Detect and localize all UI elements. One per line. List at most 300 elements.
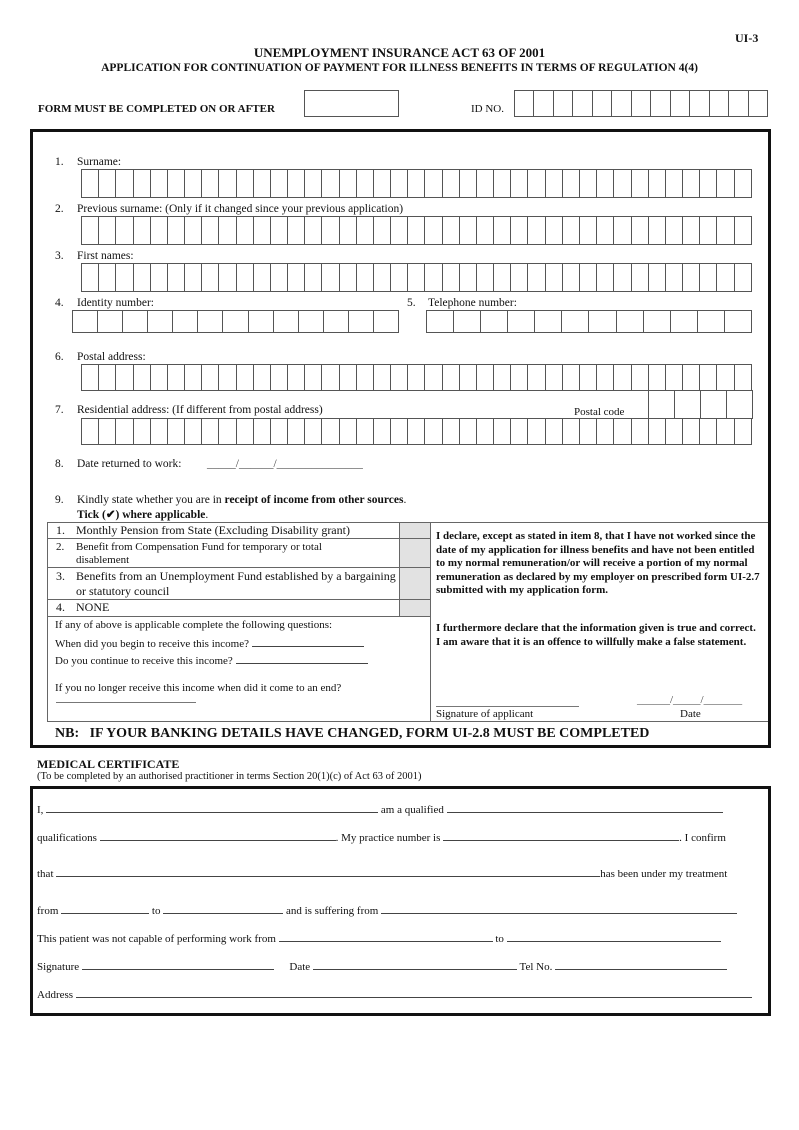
qualifications-field[interactable] <box>100 830 336 841</box>
character-box[interactable] <box>683 419 700 444</box>
character-box[interactable] <box>614 170 631 197</box>
character-box[interactable] <box>340 264 357 291</box>
character-box[interactable] <box>223 311 248 332</box>
income-option <box>47 568 430 599</box>
practitioner-signature-field[interactable] <box>82 959 274 970</box>
character-box[interactable] <box>649 365 666 390</box>
character-box[interactable] <box>322 217 339 244</box>
character-box[interactable] <box>82 170 99 197</box>
character-box[interactable] <box>185 264 202 291</box>
character-box[interactable] <box>168 365 185 390</box>
character-box[interactable] <box>477 217 494 244</box>
character-box[interactable] <box>671 311 698 332</box>
character-box[interactable] <box>82 419 99 444</box>
character-box[interactable] <box>254 419 271 444</box>
first-names-field[interactable] <box>81 263 752 292</box>
character-box[interactable] <box>288 365 305 390</box>
character-box[interactable] <box>717 365 734 390</box>
previous-surname-field[interactable] <box>81 216 752 245</box>
character-box[interactable] <box>237 365 254 390</box>
treatment-to-field[interactable] <box>163 903 283 914</box>
character-box[interactable] <box>237 217 254 244</box>
date-returned-field[interactable]: _____/______/_______________ <box>207 458 363 470</box>
character-box[interactable] <box>580 170 597 197</box>
character-box[interactable] <box>168 170 185 197</box>
character-box[interactable] <box>589 311 616 332</box>
character-box[interactable] <box>116 217 133 244</box>
character-box[interactable] <box>597 419 614 444</box>
character-box[interactable] <box>254 217 271 244</box>
character-box[interactable] <box>554 91 573 116</box>
character-box[interactable] <box>563 419 580 444</box>
medical-subtitle: (To be completed by an authorised practitioner in terms Section 20(1)(c) of Act 63 of 2001) <box>37 771 422 782</box>
character-box[interactable] <box>494 419 511 444</box>
character-box[interactable] <box>391 365 408 390</box>
character-box[interactable] <box>717 264 734 291</box>
character-box[interactable] <box>481 311 508 332</box>
character-box[interactable] <box>99 419 116 444</box>
character-box[interactable] <box>701 391 727 418</box>
character-box[interactable] <box>374 419 391 444</box>
identity-number-field[interactable] <box>72 310 399 333</box>
character-box[interactable] <box>528 170 545 197</box>
character-box[interactable] <box>305 419 322 444</box>
completed-after-label: FORM MUST BE COMPLETED ON OR AFTER <box>38 103 275 115</box>
character-box[interactable] <box>666 170 683 197</box>
character-box[interactable] <box>271 217 288 244</box>
character-box[interactable] <box>134 365 151 390</box>
character-box[interactable] <box>494 264 511 291</box>
character-box[interactable] <box>134 217 151 244</box>
character-box[interactable] <box>219 419 236 444</box>
character-box[interactable] <box>151 217 168 244</box>
character-box[interactable] <box>425 264 442 291</box>
character-box[interactable] <box>580 419 597 444</box>
tel-no-field[interactable] <box>555 959 727 970</box>
character-box[interactable] <box>562 311 589 332</box>
character-box[interactable] <box>698 311 725 332</box>
character-box[interactable] <box>357 170 374 197</box>
character-box[interactable] <box>99 217 116 244</box>
character-box[interactable] <box>322 264 339 291</box>
practitioner-profession-field[interactable] <box>447 802 723 813</box>
character-box[interactable] <box>391 264 408 291</box>
character-box[interactable] <box>617 311 644 332</box>
practitioner-signature-label: Signature <box>37 961 80 973</box>
character-box[interactable] <box>700 170 717 197</box>
character-box[interactable] <box>148 311 173 332</box>
id-no-label: ID NO. <box>471 103 504 115</box>
income-begin-field[interactable] <box>252 636 364 647</box>
character-box[interactable] <box>202 419 219 444</box>
character-box[interactable] <box>288 264 305 291</box>
character-box[interactable] <box>116 170 133 197</box>
character-box[interactable] <box>683 264 700 291</box>
applicant-signature-field[interactable] <box>436 706 579 707</box>
confirm-label: . I confirm <box>679 832 726 844</box>
character-box[interactable] <box>237 264 254 291</box>
character-box[interactable] <box>632 170 649 197</box>
character-box[interactable] <box>408 365 425 390</box>
character-box[interactable] <box>632 217 649 244</box>
character-box[interactable] <box>700 419 717 444</box>
character-box[interactable] <box>666 264 683 291</box>
character-box[interactable] <box>408 170 425 197</box>
character-box[interactable] <box>288 419 305 444</box>
character-box[interactable] <box>563 264 580 291</box>
character-box[interactable] <box>597 217 614 244</box>
character-box[interactable] <box>271 419 288 444</box>
address-label: Address <box>37 989 74 1001</box>
option-label: Benefits from an Unemployment Fund established by a bargaining or statutory council <box>76 569 396 598</box>
character-box[interactable] <box>563 217 580 244</box>
character-box[interactable] <box>460 419 477 444</box>
character-box[interactable] <box>198 311 223 332</box>
character-box[interactable] <box>374 264 391 291</box>
surname-field[interactable] <box>81 169 752 198</box>
table-bottom-border <box>47 721 768 722</box>
option-number: 2. <box>56 541 65 553</box>
character-box[interactable] <box>340 170 357 197</box>
character-box[interactable] <box>528 264 545 291</box>
character-box[interactable] <box>98 311 123 332</box>
character-box[interactable] <box>683 365 700 390</box>
option-tick-box[interactable] <box>399 600 430 616</box>
character-box[interactable] <box>632 264 649 291</box>
character-box[interactable] <box>535 311 562 332</box>
character-box[interactable] <box>727 391 752 418</box>
character-box[interactable] <box>477 264 494 291</box>
character-box[interactable] <box>735 170 751 197</box>
character-box[interactable] <box>649 170 666 197</box>
character-box[interactable] <box>202 365 219 390</box>
character-box[interactable] <box>580 217 597 244</box>
character-box[interactable] <box>597 264 614 291</box>
character-box[interactable] <box>151 365 168 390</box>
character-box[interactable] <box>99 264 116 291</box>
character-box[interactable] <box>443 264 460 291</box>
character-box[interactable] <box>710 91 729 116</box>
character-box[interactable] <box>443 419 460 444</box>
that-label: that <box>37 868 54 880</box>
option-tick-box[interactable] <box>399 523 430 538</box>
character-box[interactable] <box>425 419 442 444</box>
character-box[interactable] <box>357 264 374 291</box>
character-box[interactable] <box>288 170 305 197</box>
character-box[interactable] <box>391 217 408 244</box>
character-box[interactable] <box>632 419 649 444</box>
option-tick-box[interactable] <box>399 568 430 599</box>
incapacity-from-field[interactable] <box>279 931 493 942</box>
character-box[interactable] <box>632 365 649 390</box>
character-box[interactable] <box>202 264 219 291</box>
character-box[interactable] <box>185 419 202 444</box>
character-box[interactable] <box>649 217 666 244</box>
character-box[interactable] <box>305 264 322 291</box>
character-box[interactable] <box>597 365 614 390</box>
character-box[interactable] <box>494 217 511 244</box>
character-box[interactable] <box>173 311 198 332</box>
income-continue-field[interactable] <box>236 653 368 664</box>
character-box[interactable] <box>425 170 442 197</box>
character-box[interactable] <box>454 311 481 332</box>
character-box[interactable] <box>614 419 631 444</box>
character-box[interactable] <box>427 311 454 332</box>
income-question-text: Kindly state whether you are in <box>77 494 225 506</box>
income-end-field[interactable] <box>56 702 196 703</box>
character-box[interactable] <box>735 365 751 390</box>
character-box[interactable] <box>185 365 202 390</box>
character-box[interactable] <box>477 419 494 444</box>
character-box[interactable] <box>340 365 357 390</box>
character-box[interactable] <box>671 91 690 116</box>
medical-title: MEDICAL CERTIFICATE <box>37 757 180 771</box>
character-box[interactable] <box>546 419 563 444</box>
character-box[interactable] <box>534 91 553 116</box>
character-box[interactable] <box>271 365 288 390</box>
character-box[interactable] <box>116 365 133 390</box>
character-box[interactable] <box>425 217 442 244</box>
character-box[interactable] <box>168 419 185 444</box>
character-box[interactable] <box>511 419 528 444</box>
field-number: 8. <box>55 458 64 470</box>
character-box[interactable] <box>735 264 751 291</box>
character-box[interactable] <box>700 264 717 291</box>
character-box[interactable] <box>460 217 477 244</box>
character-box[interactable] <box>735 217 751 244</box>
character-box[interactable] <box>477 365 494 390</box>
character-box[interactable] <box>717 170 734 197</box>
character-box[interactable] <box>219 170 236 197</box>
character-box[interactable] <box>632 91 651 116</box>
character-box[interactable] <box>494 365 511 390</box>
character-box[interactable] <box>185 170 202 197</box>
character-box[interactable] <box>675 391 701 418</box>
character-box[interactable] <box>340 419 357 444</box>
patient-name-field[interactable] <box>56 866 600 877</box>
character-box[interactable] <box>690 91 709 116</box>
character-box[interactable] <box>357 419 374 444</box>
character-box[interactable] <box>357 365 374 390</box>
character-box[interactable] <box>563 365 580 390</box>
character-box[interactable] <box>271 264 288 291</box>
character-box[interactable] <box>443 365 460 390</box>
character-box[interactable] <box>408 217 425 244</box>
character-box[interactable] <box>116 419 133 444</box>
character-box[interactable] <box>477 170 494 197</box>
character-box[interactable] <box>546 365 563 390</box>
character-box[interactable] <box>749 91 767 116</box>
medical-date-field[interactable] <box>313 959 517 970</box>
character-box[interactable] <box>357 217 374 244</box>
character-box[interactable] <box>237 419 254 444</box>
completed-after-date-field[interactable] <box>304 90 399 117</box>
id-no-field[interactable] <box>514 90 768 117</box>
qualified-label: am a qualified <box>380 804 444 816</box>
character-box[interactable] <box>73 311 98 332</box>
character-box[interactable] <box>666 365 683 390</box>
character-box[interactable] <box>116 264 133 291</box>
declaration-date-field[interactable]: ______/_____/_______ <box>637 694 743 706</box>
character-box[interactable] <box>374 217 391 244</box>
character-box[interactable] <box>123 311 148 332</box>
character-box[interactable] <box>134 264 151 291</box>
character-box[interactable] <box>219 365 236 390</box>
character-box[interactable] <box>649 419 666 444</box>
character-box[interactable] <box>729 91 748 116</box>
character-box[interactable] <box>305 217 322 244</box>
character-box[interactable] <box>82 365 99 390</box>
practice-number-field[interactable] <box>443 830 679 841</box>
character-box[interactable] <box>322 170 339 197</box>
incapacity-to-label: to <box>495 933 504 945</box>
character-box[interactable] <box>563 170 580 197</box>
residential-address-field[interactable] <box>81 418 752 445</box>
character-box[interactable] <box>508 311 535 332</box>
field-number: 6. <box>55 351 64 363</box>
character-box[interactable] <box>546 170 563 197</box>
character-box[interactable] <box>443 170 460 197</box>
character-box[interactable] <box>725 311 751 332</box>
character-box[interactable] <box>528 365 545 390</box>
followup-intro: If any of above is applicable complete the following questions: <box>55 619 333 631</box>
practitioner-address-field[interactable] <box>76 987 752 998</box>
character-box[interactable] <box>683 170 700 197</box>
medical-line-1 <box>37 802 723 816</box>
character-box[interactable] <box>274 311 299 332</box>
practitioner-label: I, <box>37 804 44 816</box>
character-box[interactable] <box>134 170 151 197</box>
character-box[interactable] <box>168 217 185 244</box>
character-box[interactable] <box>593 91 612 116</box>
character-box[interactable] <box>340 217 357 244</box>
character-box[interactable] <box>408 264 425 291</box>
character-box[interactable] <box>425 365 442 390</box>
character-box[interactable] <box>644 311 671 332</box>
character-box[interactable] <box>322 419 339 444</box>
character-box[interactable] <box>612 91 631 116</box>
character-box[interactable] <box>597 170 614 197</box>
character-box[interactable] <box>528 419 545 444</box>
character-box[interactable] <box>511 365 528 390</box>
character-box[interactable] <box>374 365 391 390</box>
character-box[interactable] <box>580 365 597 390</box>
practitioner-name-field[interactable] <box>46 802 378 813</box>
character-box[interactable] <box>374 311 398 332</box>
character-box[interactable] <box>151 170 168 197</box>
character-box[interactable] <box>237 170 254 197</box>
character-box[interactable] <box>82 264 99 291</box>
tick-instruction-end: . <box>205 509 209 521</box>
telephone-number-field[interactable] <box>426 310 752 333</box>
character-box[interactable] <box>546 217 563 244</box>
character-box[interactable] <box>494 170 511 197</box>
character-box[interactable] <box>511 170 528 197</box>
character-box[interactable] <box>546 264 563 291</box>
character-box[interactable] <box>202 170 219 197</box>
character-box[interactable] <box>717 217 734 244</box>
character-box[interactable] <box>573 91 592 116</box>
character-box[interactable] <box>288 217 305 244</box>
character-box[interactable] <box>443 217 460 244</box>
treatment-label: has been under my treatment <box>600 868 728 880</box>
character-box[interactable] <box>305 170 322 197</box>
medical-line-5 <box>37 931 721 945</box>
field-number: 4. <box>55 297 64 309</box>
character-box[interactable] <box>271 170 288 197</box>
character-box[interactable] <box>460 170 477 197</box>
income-option <box>47 539 430 567</box>
field-number: 2. <box>55 203 64 215</box>
character-box[interactable] <box>700 217 717 244</box>
character-box[interactable] <box>254 264 271 291</box>
character-box[interactable] <box>614 217 631 244</box>
character-box[interactable] <box>511 217 528 244</box>
character-box[interactable] <box>666 419 683 444</box>
character-box[interactable] <box>700 365 717 390</box>
option-tick-box[interactable] <box>399 539 430 567</box>
character-box[interactable] <box>528 217 545 244</box>
character-box[interactable] <box>391 170 408 197</box>
character-box[interactable] <box>614 365 631 390</box>
diagnosis-field[interactable] <box>381 903 737 914</box>
character-box[interactable] <box>99 170 116 197</box>
character-box[interactable] <box>717 419 734 444</box>
character-box[interactable] <box>391 419 408 444</box>
treatment-from-field[interactable] <box>61 903 149 914</box>
character-box[interactable] <box>82 217 99 244</box>
income-option <box>47 600 430 616</box>
page-subtitle: APPLICATION FOR CONTINUATION OF PAYMENT FOR ILLNESS BENEFITS IN TERMS OF REGULATION 4(4) <box>101 62 698 74</box>
character-box[interactable] <box>666 217 683 244</box>
character-box[interactable] <box>299 311 324 332</box>
character-box[interactable] <box>683 217 700 244</box>
character-box[interactable] <box>460 365 477 390</box>
character-box[interactable] <box>185 217 202 244</box>
income-begin-label: When did you begin to receive this income? <box>55 638 249 650</box>
character-box[interactable] <box>151 264 168 291</box>
character-box[interactable] <box>168 264 185 291</box>
character-box[interactable] <box>649 264 666 291</box>
character-box[interactable] <box>511 264 528 291</box>
character-box[interactable] <box>219 217 236 244</box>
character-box[interactable] <box>151 419 168 444</box>
character-box[interactable] <box>322 365 339 390</box>
character-box[interactable] <box>249 311 274 332</box>
character-box[interactable] <box>735 419 751 444</box>
character-box[interactable] <box>305 365 322 390</box>
character-box[interactable] <box>254 365 271 390</box>
character-box[interactable] <box>134 419 151 444</box>
character-box[interactable] <box>408 419 425 444</box>
postal-address-field[interactable] <box>81 364 752 391</box>
postal-code-field[interactable] <box>648 390 753 419</box>
character-box[interactable] <box>614 264 631 291</box>
character-box[interactable] <box>580 264 597 291</box>
character-box[interactable] <box>651 91 670 116</box>
incapacity-to-field[interactable] <box>507 931 721 942</box>
character-box[interactable] <box>324 311 349 332</box>
character-box[interactable] <box>460 264 477 291</box>
character-box[interactable] <box>515 91 534 116</box>
character-box[interactable] <box>202 217 219 244</box>
character-box[interactable] <box>254 170 271 197</box>
character-box[interactable] <box>374 170 391 197</box>
character-box[interactable] <box>99 365 116 390</box>
character-box[interactable] <box>349 311 374 332</box>
character-box[interactable] <box>219 264 236 291</box>
character-box[interactable] <box>649 391 675 418</box>
